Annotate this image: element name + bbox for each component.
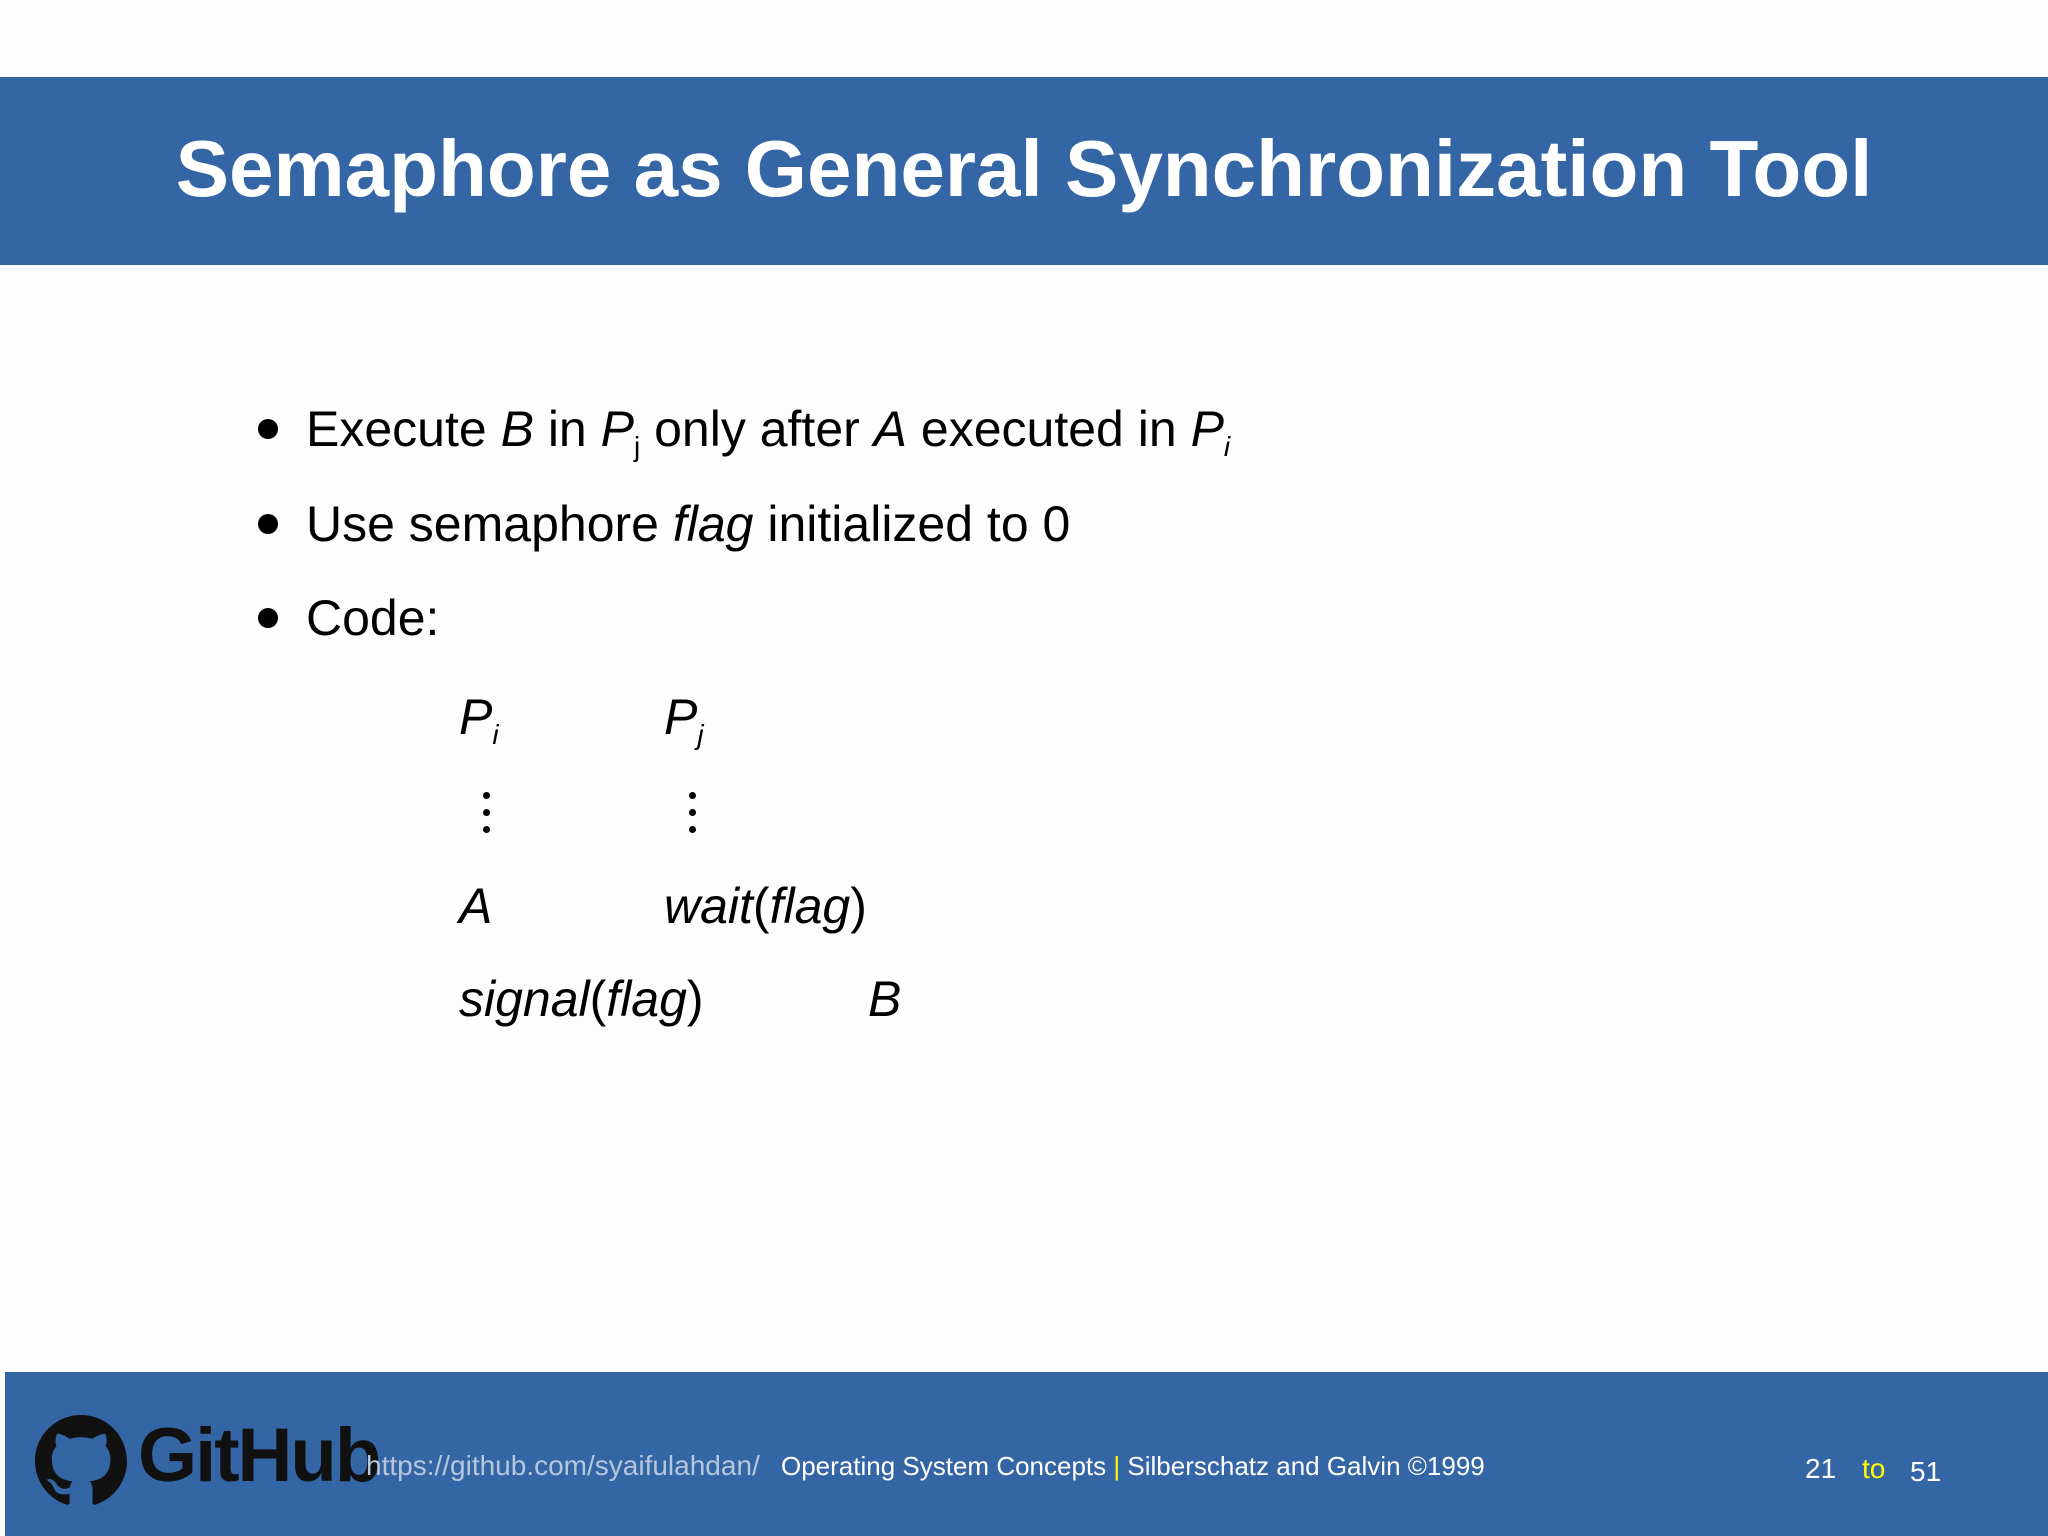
title-bar xyxy=(0,77,2048,265)
code-a: A xyxy=(459,878,493,934)
bullet-1-text-b: in xyxy=(533,401,601,457)
var-p: P xyxy=(600,401,634,457)
code-signal-fn: signal xyxy=(459,971,590,1027)
var-flag: flag xyxy=(672,496,754,552)
bullet-text-2 xyxy=(306,496,1071,552)
subscript-j: j xyxy=(633,431,641,462)
bullet-1-text-a: Execute xyxy=(306,401,501,457)
code-b: B xyxy=(868,971,902,1027)
code-paren-close: ) xyxy=(850,878,867,934)
code-pi-sub: i xyxy=(492,719,499,750)
bullet-1-text-d: executed in xyxy=(907,401,1191,457)
page-total: 51 xyxy=(1910,1456,1942,1487)
bullet-text-3: Code: xyxy=(306,590,440,646)
page-to-label: to xyxy=(1862,1453,1886,1484)
slide-title: Semaphore as General Synchronization Tool xyxy=(175,124,1873,213)
code-signal-arg: flag xyxy=(606,971,687,1027)
vertical-ellipsis-icon xyxy=(689,792,699,843)
github-octocat-icon xyxy=(35,1415,127,1507)
code-header-pj xyxy=(664,689,704,750)
page-current: 21 xyxy=(1805,1453,1837,1484)
bullet-dot-icon xyxy=(258,514,278,534)
code-wait-fn: wait xyxy=(664,878,753,934)
bullet-dot-icon xyxy=(258,419,278,439)
vertical-ellipsis-icon xyxy=(483,792,493,843)
code-wait-arg: flag xyxy=(769,878,851,934)
var-b: B xyxy=(500,401,534,457)
bullet-1-text-c: only after xyxy=(640,401,874,457)
code-paren-open: ( xyxy=(752,878,770,934)
github-wordmark: GitHub xyxy=(138,1413,380,1498)
bullet-2-text-a: Use semaphore xyxy=(306,496,673,552)
var-p: P xyxy=(1190,401,1224,457)
footer-course-title: Operating System Concepts xyxy=(781,1451,1107,1481)
bullet-2-text-b: initialized to 0 xyxy=(753,496,1071,552)
footer-url-link[interactable]: https://github.com/syaifulahdan/ xyxy=(366,1450,760,1481)
bullet-text-1 xyxy=(306,401,1231,462)
code-wait xyxy=(664,878,867,934)
code-header-pi xyxy=(459,689,499,750)
code-pj-sub: j xyxy=(697,719,704,750)
subscript-i: i xyxy=(1223,431,1231,462)
var-a: A xyxy=(873,401,908,457)
code-pi: P xyxy=(459,689,493,745)
footer-authors: Silberschatz and Galvin ©1999 xyxy=(1127,1451,1485,1481)
bullet-dot-icon xyxy=(258,608,278,628)
code-paren-close: ) xyxy=(686,971,704,1027)
footer-citation xyxy=(781,1451,1485,1482)
code-pj: P xyxy=(664,689,698,745)
footer-separator: | xyxy=(1113,1451,1121,1481)
code-paren-open: ( xyxy=(589,971,607,1027)
code-signal xyxy=(459,971,704,1027)
footer-bar xyxy=(5,1372,2048,1536)
